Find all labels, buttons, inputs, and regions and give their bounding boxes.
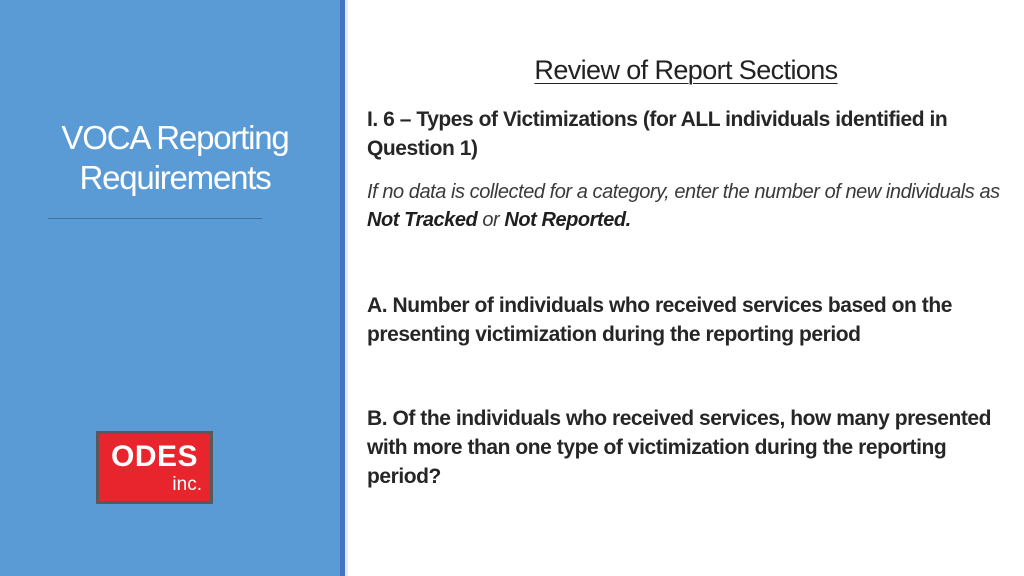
slide-title-line-2: Requirements	[79, 159, 271, 196]
odes-logo-badge	[99, 434, 210, 501]
logo-main-text: ODES	[111, 440, 199, 473]
slide-title	[40, 118, 310, 198]
title-underline-rule	[48, 218, 262, 219]
note-text: If no data is collected for a category, enter the number of new individuals as	[367, 181, 1000, 203]
logo-sub-text: inc.	[172, 474, 202, 495]
instruction-note	[367, 178, 1007, 234]
note-term-not-reported: Not Reported.	[504, 209, 631, 231]
section-heading: Review of Report Sections	[534, 55, 838, 85]
note-connector: or	[477, 209, 505, 231]
odes-logo	[96, 431, 213, 504]
note-term-not-tracked: Not Tracked	[367, 209, 478, 231]
item-a: A. Number of individuals who received services based on the presenting victimization during the reporting period	[367, 294, 952, 346]
slide-title-line-1: VOCA Reporting	[61, 119, 289, 156]
item-b: B. Of the individuals who received services, how many presented with more than one type of victimization during the reporting period?	[367, 407, 992, 488]
section-title: I. 6 – Types of Victimizations (for ALL individuals identified in Question 1)	[367, 108, 948, 160]
